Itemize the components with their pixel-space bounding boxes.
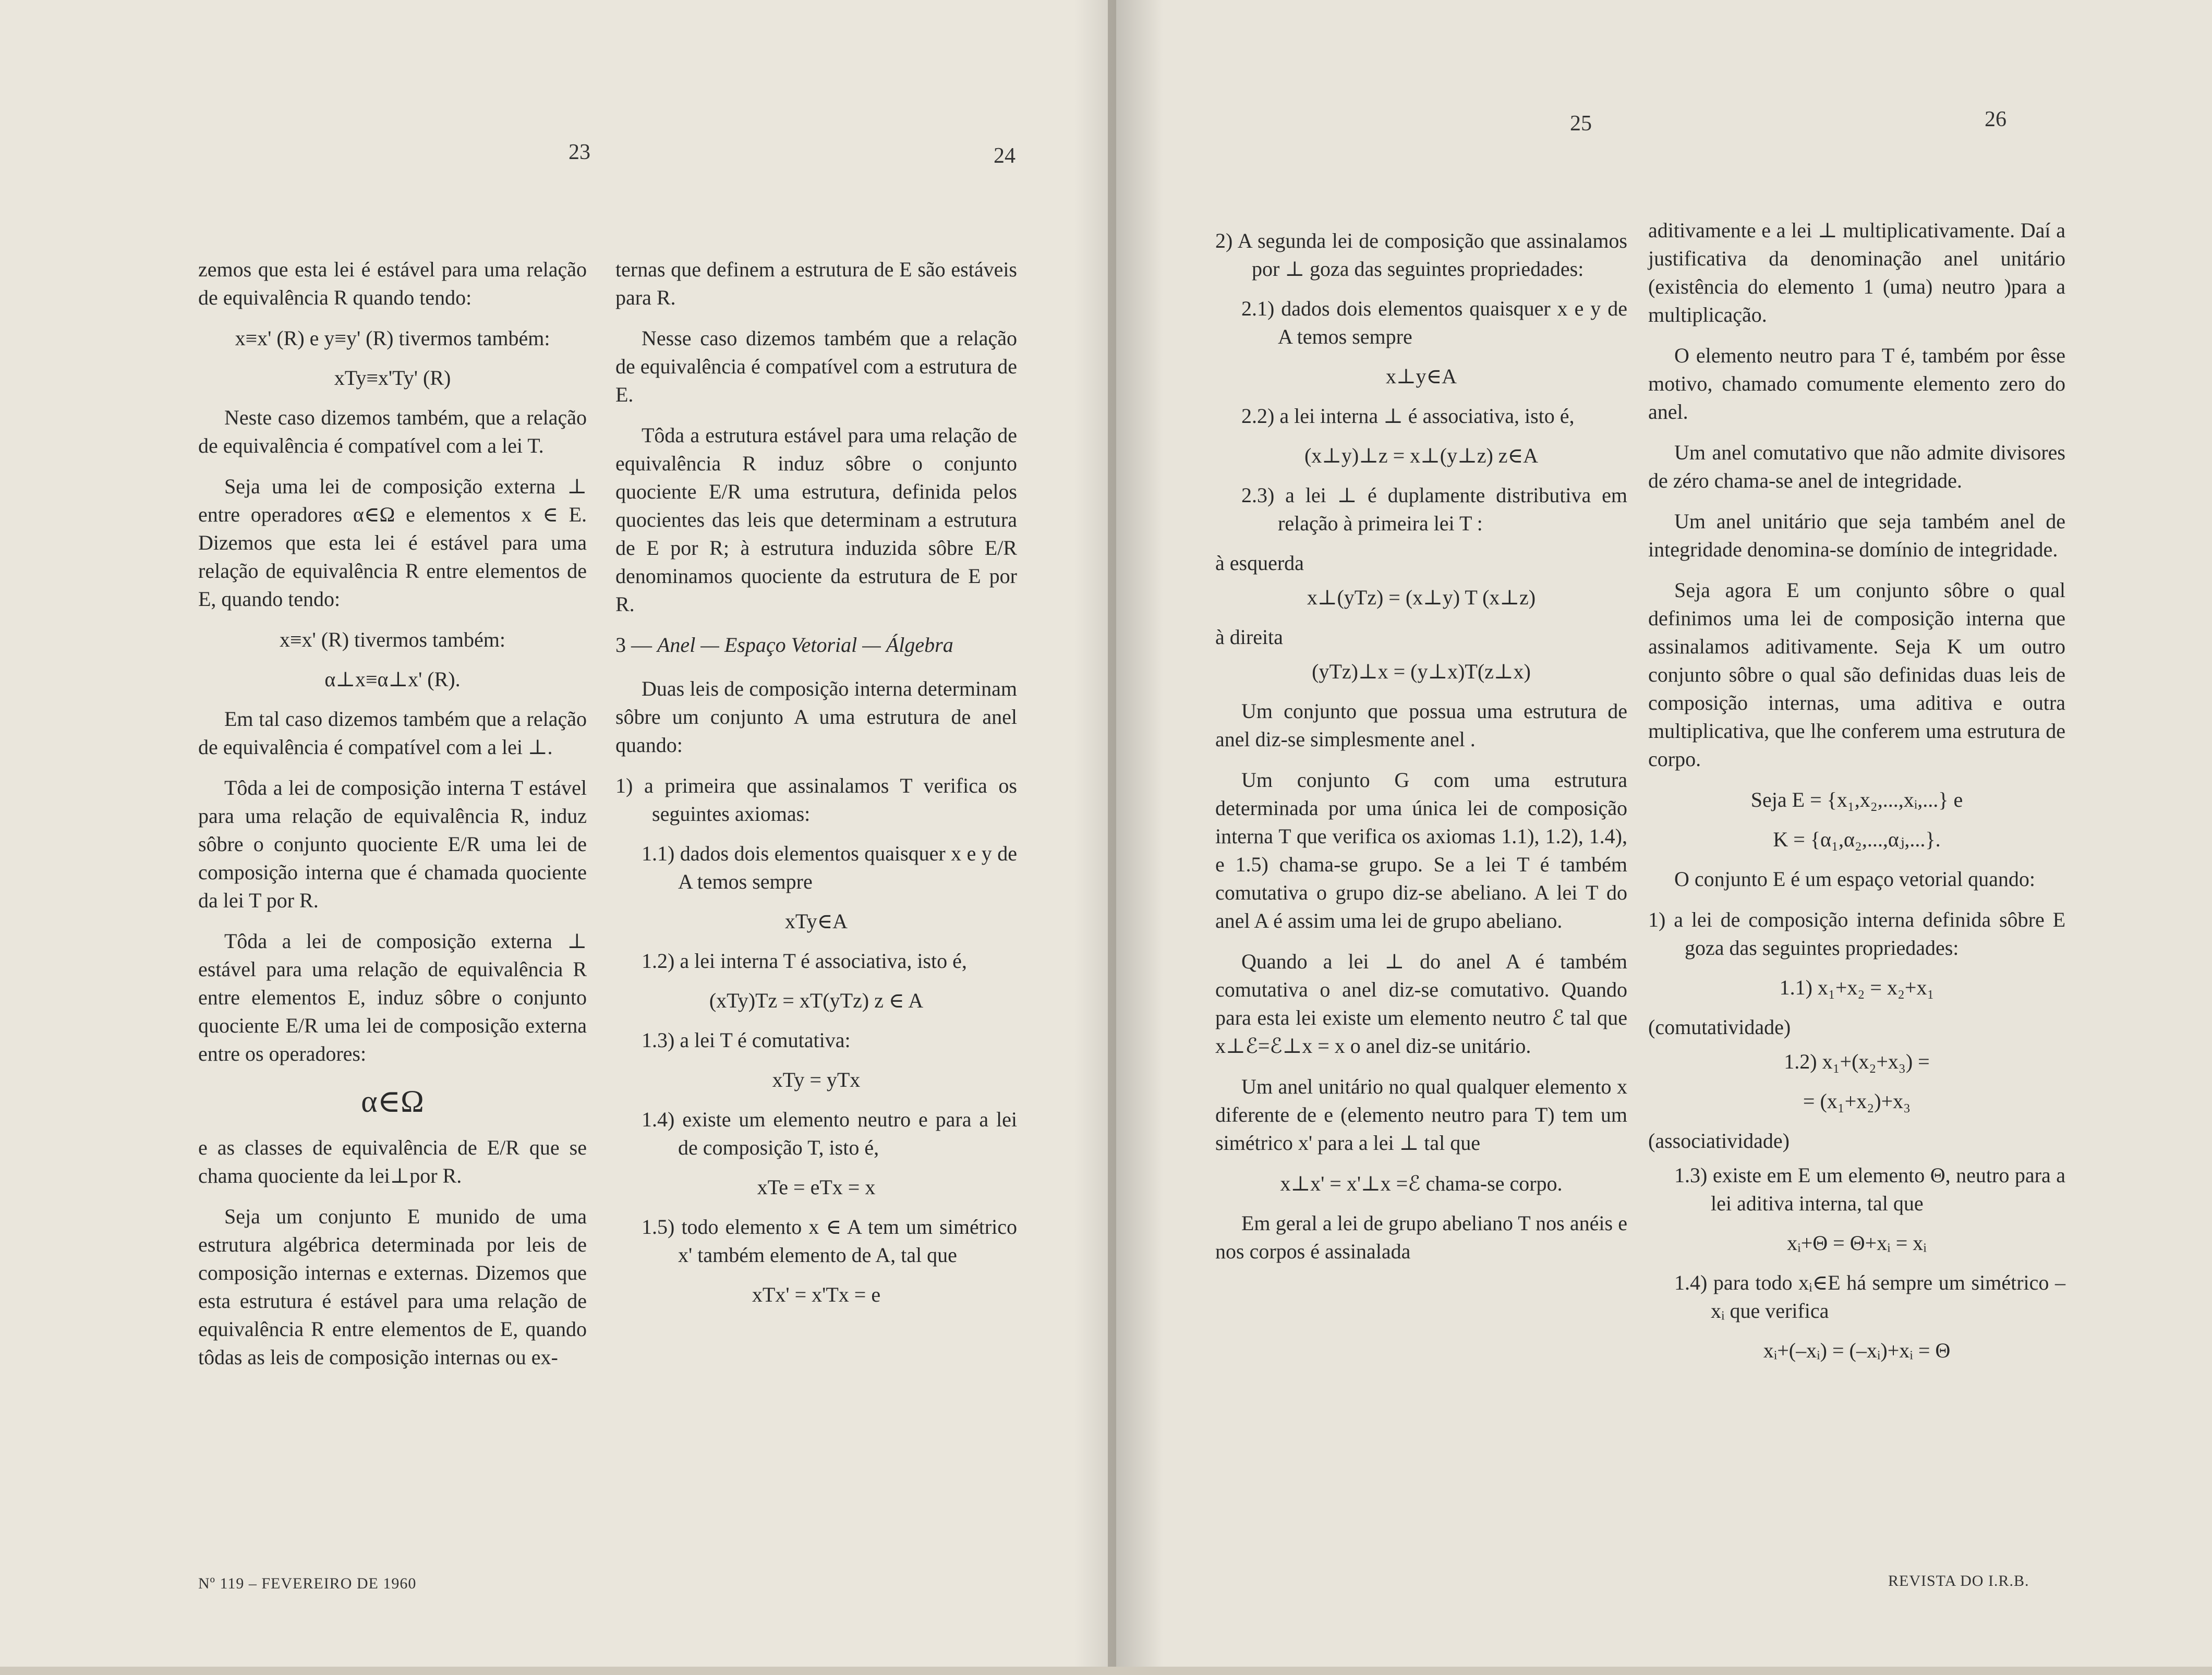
formula: x⊥y∈A [1385,365,1457,388]
right-spread [1116,0,2212,1675]
paragraph: Quando a lei ⊥ do anel A é também comutativa o anel diz-se comutativo. Quando para esta lei existe um elemento neutro ℰ tal que x⊥ℰ=ℰ⊥x = x o anel diz-se unitário. [1215,950,1627,1058]
formula: 1.2) x₁+(x₂+x₃) = [1784,1050,1930,1073]
gutter-shadow-left [1074,0,1116,1675]
footer-issue: Nº 119 – FEVEREIRO DE 1960 [198,1575,417,1592]
axiom-item: 1.3) a lei T é comutativa: [642,1028,851,1052]
paragraph: e as classes de equivalência de E/R que se chama quociente da lei⊥por R. [198,1136,587,1187]
label: (comutatividade) [1648,1015,1791,1039]
paragraph: O elemento neutro para T é, também por êsse motivo, chamado comumente elemento zero do anel. [1648,344,2065,423]
axiom-item: 1.4) existe um elemento neutro e para a lei de composição T, isto é, [642,1108,1017,1159]
paragraph: ternas que definem a estrutura de E são estáveis para R. [615,258,1017,309]
formula: xTx' = x'Tx = e [752,1283,881,1306]
page-24-column [615,256,1017,1320]
formula-operators: α∈Ω [361,1084,424,1119]
paragraph: Um anel unitário no qual qualquer elemento x diferente de e (elemento neutro para T) tem um simétrico x' para a lei ⊥ tal que [1215,1075,1627,1155]
formula: xTe = eTx = x [757,1175,876,1199]
label: à esquerda [1215,551,1304,575]
formula: 1.1) x₁+x₂ = x₂+x₁ [1779,976,1935,999]
axiom-item: 2.3) a lei ⊥ é duplamente distributiva em relação à primeira lei T : [1241,483,1627,535]
page-25-column [1215,227,1627,1278]
page-26-column [1648,216,2065,1376]
page-23-column [198,256,587,1384]
page-number-23: 23 [569,140,590,164]
axiom-item: 1.5) todo elemento x ∈ A tem um simétrico x' também elemento de A, tal que [642,1215,1017,1267]
axiom-item: 1.3) existe em E um elemento Θ, neutro para a lei aditiva interna, tal que [1674,1163,2065,1215]
section-heading [615,631,1017,659]
paragraph: Duas leis de composição interna determinam sôbre um conjunto A uma estrutura de anel quando: [615,677,1017,757]
formula: (yTz)⊥x = (y⊥x)T(z⊥x) [1312,660,1531,683]
formula: (x⊥y)⊥z = x⊥(y⊥z) z∈A [1304,444,1539,467]
section-title: Anel — Espaço Vetorial — Álgebra [657,633,953,657]
gutter-shadow-right [1116,0,1163,1675]
page-bottom-edge [0,1667,2212,1675]
formula: xᵢ+(–xᵢ) = (–xᵢ)+xᵢ = Θ [1763,1339,1951,1362]
formula: xTy≡x'Ty' (R) [334,366,451,390]
page-number-25: 25 [1570,112,1592,136]
axiom-item: 1.4) para todo xᵢ∈E há sempre um simétrico –xᵢ que verifica [1674,1271,2065,1322]
formula: x≡x' (R) tivermos também: [279,628,506,651]
paragraph: Um anel unitário que seja também anel de integridade denomina-se domínio de integridade. [1648,509,2065,561]
axiom-item: 1.1) dados dois elementos quaisquer x e y de A temos sempre [642,842,1017,893]
axiom-item: 1) a lei de composição interna definida sôbre E goza das seguintes propriedades: [1648,908,2065,960]
footer-journal: REVISTA DO I.R.B. [1888,1572,2029,1589]
paragraph: Em tal caso dizemos também que a relação de equivalência é compatível com a lei ⊥. [198,707,587,759]
paragraph: Tôda a lei de composição interna T estável para uma relação de equivalência R, induz sôbre o conjunto quociente E/R uma lei de composição interna que é chamada quociente da lei T por R. [198,776,587,912]
axiom-item: 2.1) dados dois elementos quaisquer x e y de A temos sempre [1241,297,1627,348]
axiom-item: 1.2) a lei interna T é associativa, isto é, [642,949,967,973]
section-number: 3 — [615,633,657,657]
formula: x⊥(yTz) = (x⊥y) T (x⊥z) [1307,586,1536,609]
formula: (xTy)Tz = xT(yTz) z ∈ A [709,989,924,1012]
formula: = (x₁+x₂)+x₃ [1803,1089,1911,1113]
formula: K = {α₁,α₂,...,αⱼ,...}. [1773,828,1941,851]
paragraph: zemos que esta lei é estável para uma relação de equivalência R quando tendo: [198,258,587,309]
label: à direita [1215,625,1283,649]
paragraph: Em geral a lei de grupo abeliano T nos anéis e nos corpos é assinalada [1215,1211,1627,1263]
formula: xTy∈A [784,909,848,933]
paragraph: Seja agora E um conjunto sôbre o qual definimos uma lei de composição interna que assinalamos aditivamente. Seja K um outro conjunto sôbre o qual são definidas duas leis de composição internas, uma aditiva e outra multiplicativa, que lhe conferem uma estrutura de corpo. [1648,578,2065,771]
paragraph: Um conjunto G com uma estrutura determinada por uma única lei de composição interna T que verifica os axiomas 1.1), 1.2), 1.4), e 1.5) chama-se grupo. Se a lei T é também comutativa o grupo diz-se abeliano. A lei T do anel A é assim uma lei de grupo abeliano. [1215,768,1627,932]
formula: xTy = yTx [772,1068,861,1091]
formula: x≡x' (R) e y≡y' (R) tivermos também: [235,326,550,350]
paragraph: Um conjunto que possua uma estrutura de anel diz-se simplesmente anel . [1215,699,1627,751]
paragraph: Seja um conjunto E munido de uma estrutura algébrica determinada por leis de composição internas e externas. Dizemos que esta estrutura é estável para uma relação de equivalência R entre elementos de E, quando tôdas as leis de composição internas ou ex- [198,1205,587,1369]
paragraph: Um anel comutativo que não admite divisores de zéro chama-se anel de integridade. [1648,441,2065,492]
formula: Seja E = {x₁,x₂,...,xᵢ,...} e [1750,788,1963,811]
paragraph: Tôda a lei de composição externa ⊥ estável para uma relação de equivalência R entre elementos E, induz sôbre o conjunto quociente E/R uma lei de composição externa entre os operadores: [198,929,587,1065]
paragraph: Neste caso dizemos também, que a relação de equivalência é compatível com a lei T. [198,406,587,457]
formula: α⊥x≡α⊥x' (R). [324,667,461,691]
paragraph: aditivamente e a lei ⊥ multiplicativamente. Daí a justificativa da denominação anel unitário (existência do elemento 1 (uma) neutro )para a multiplicação. [1648,219,2065,326]
axiom-item: 2) A segunda lei de composição que assinalamos por ⊥ goza das seguintes propriedades: [1215,229,1627,281]
paragraph: Nesse caso dizemos também que a relação de equivalência é compatível com a estrutura de E. [615,326,1017,406]
axiom-item: 2.2) a lei interna ⊥ é associativa, isto é, [1241,404,1575,428]
label: (associatividade) [1648,1129,1790,1152]
paragraph: Tôda a estrutura estável para uma relação de equivalência R induz sôbre o conjunto quociente E/R uma estrutura, definida pelos quocientes das leis que determinam a estrutura de E por R; à estrutura induzida sôbre E/R denominamos quociente da estrutura de E por R. [615,423,1017,616]
paragraph: Seja uma lei de composição externa ⊥ entre operadores α∈Ω e elementos x ∈ E. Dizemos que esta lei é estável para uma relação de equivalência R entre elementos de E, quando tendo: [198,475,587,611]
formula: x⊥x' = x'⊥x =ℰ chama-se corpo. [1280,1172,1563,1195]
page-number-24: 24 [994,144,1016,168]
page-number-26: 26 [1985,107,2006,131]
paragraph: O conjunto E é um espaço vetorial quando: [1674,867,2036,891]
axiom-item: 1) a primeira que assinalamos T verifica os seguintes axiomas: [615,774,1017,826]
formula: xᵢ+Θ = Θ+xᵢ = xᵢ [1787,1231,1927,1255]
